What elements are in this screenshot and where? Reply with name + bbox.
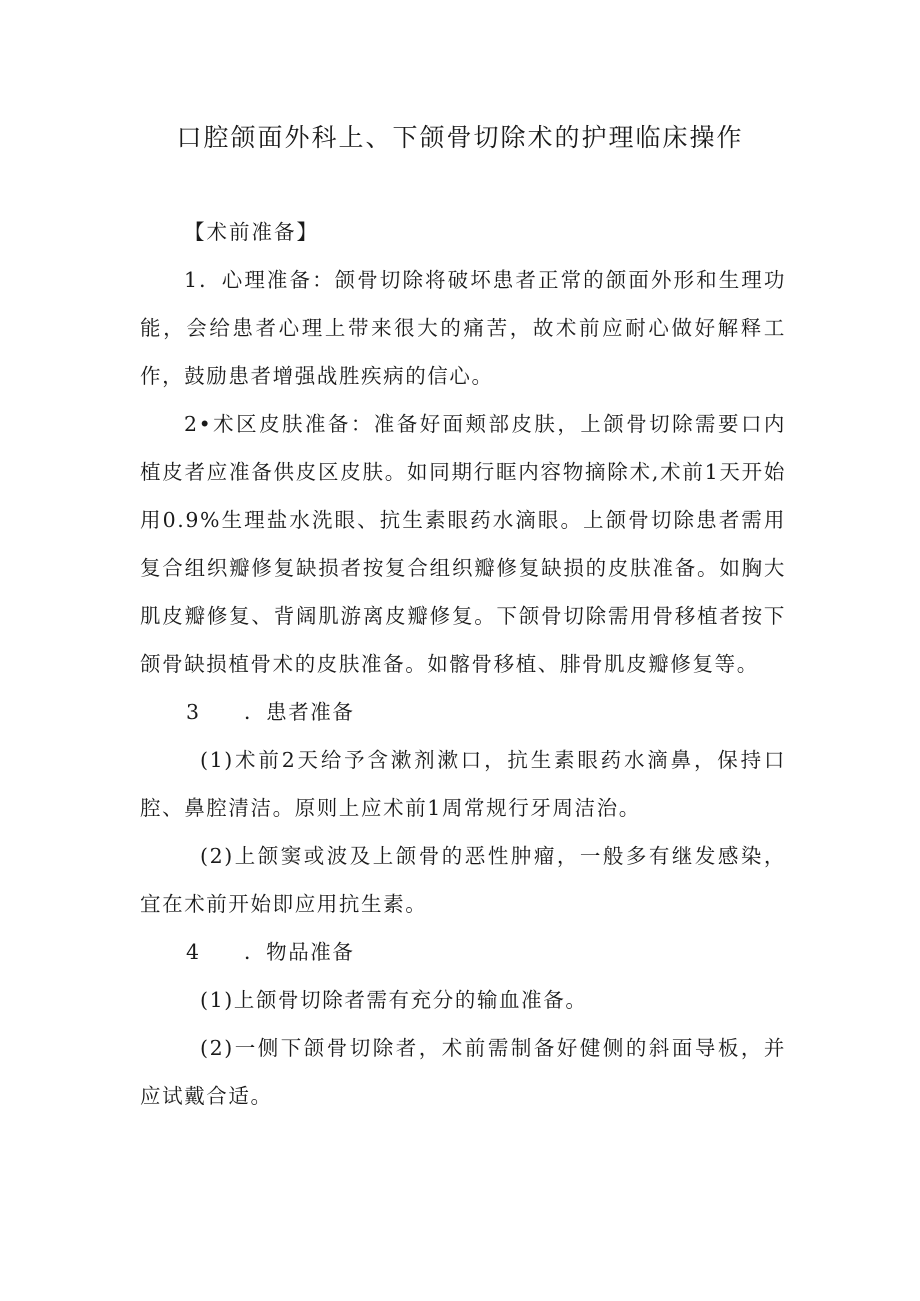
paragraph-supplies-prep-1: (1)上颌骨切除者需有充分的输血准备。 [200, 988, 588, 1012]
heading-number: 3 [186, 700, 201, 724]
heading-text: ．物品准备 [244, 940, 355, 964]
paragraph-supplies-prep-2: (2)一侧下颌骨切除者，术前需制备好健侧的斜面导板，并应试戴合适。 [140, 1036, 786, 1108]
paragraph-skin-prep: 2•术区皮肤准备：准备好面颊部皮肤，上颌骨切除需要口内植皮者应准备供皮区皮肤。如同期行眶内容物摘除术,术前1天开始用0.9%生理盐水洗眼、抗生素眼药水滴眼。上颌骨切除患者需用复合组织瓣修复缺损者按复合组织瓣修复缺损的皮肤准备。如胸大肌皮瓣修复、背阔肌游离皮瓣修复。下颌骨切除需用骨移植者按下颌骨缺损植骨术的皮肤准备。如髂骨移植、腓骨肌皮瓣修复等。 [140, 412, 786, 676]
section-heading: 【术前准备】 [184, 220, 319, 244]
heading-patient-prep [140, 688, 786, 736]
paragraph-patient-prep-1: (1)术前2天给予含漱剂漱口，抗生素眼药水滴鼻，保持口腔、鼻腔清洁。原则上应术前1周常规行牙周洁治。 [140, 748, 786, 820]
paragraph-patient-prep-2: (2)上颌窦或波及上颌骨的恶性肿瘤，一般多有继发感染，宜在术前开始即应用抗生素。 [140, 844, 786, 916]
document-body [140, 208, 786, 1120]
heading-supplies-prep [140, 928, 786, 976]
document-title: 口腔颌面外科上、下颌骨切除术的护理临床操作 [176, 123, 744, 152]
heading-number: 4 [186, 940, 201, 964]
heading-text: ．患者准备 [244, 700, 355, 724]
paragraph-psychological-prep: 1．心理准备：颌骨切除将破坏患者正常的颌面外形和生理功能，会给患者心理上带来很大的痛苦，故术前应耐心做好解释工作，鼓励患者增强战胜疾病的信心。 [140, 268, 786, 388]
